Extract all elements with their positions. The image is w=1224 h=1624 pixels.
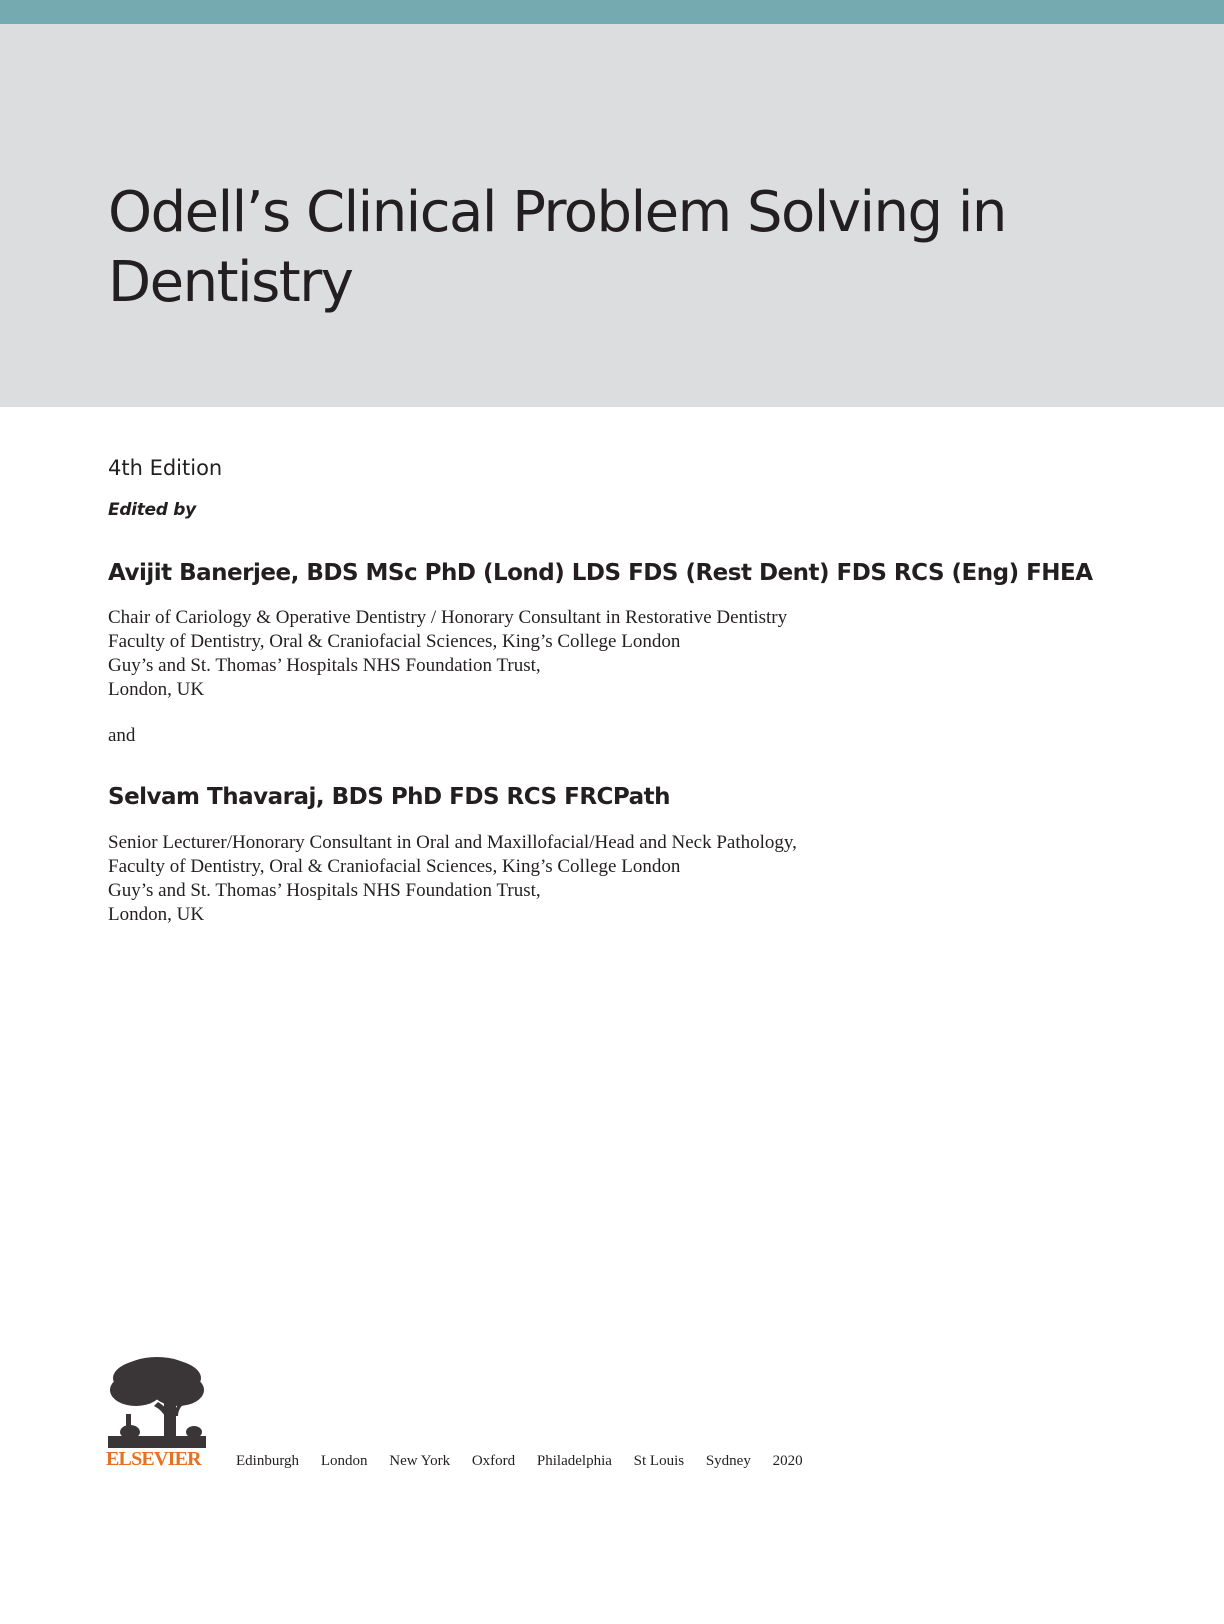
book-title-line-1: Odell’s Clinical Problem Solving in — [108, 180, 1006, 245]
imprint-city: Edinburgh — [236, 1453, 300, 1469]
conjunction-text: and — [108, 725, 136, 746]
edited-by-label: Edited by — [108, 500, 196, 520]
top-color-band — [0, 0, 1224, 24]
editor-1-affiliation-line: Chair of Cariology & Operative Dentistry / Honorary Consultant in Restorative Dentistry — [108, 607, 788, 628]
imprint-year: 2020 — [772, 1453, 803, 1469]
editor-1-affiliation — [108, 606, 787, 702]
imprint-city: Sydney — [705, 1453, 751, 1469]
imprint-city: Oxford — [471, 1453, 516, 1469]
imprint-city: Philadelphia — [536, 1453, 612, 1469]
edition-label: 4th Edition — [108, 456, 223, 480]
imprint-city: London — [320, 1453, 368, 1469]
editor-2-affiliation-line: Faculty of Dentistry, Oral & Craniofacial Sciences, King’s College London — [108, 856, 681, 877]
tree-illustration — [108, 1356, 206, 1448]
editor-1-affiliation-line: Faculty of Dentistry, Oral & Craniofacial Sciences, King’s College London — [108, 631, 681, 652]
publisher-name: ELSEVIER — [106, 1448, 201, 1470]
imprint-city: New York — [389, 1453, 451, 1469]
book-title — [108, 178, 1168, 318]
editor-2-name: Selvam Thavaraj, BDS PhD FDS RCS FRCPath — [108, 784, 671, 810]
editor-2-affiliation-line: London, UK — [108, 904, 205, 925]
editor-1-affiliation-line: London, UK — [108, 679, 205, 700]
editor-2-affiliation — [108, 831, 797, 927]
editor-2-affiliation-line: Guy’s and St. Thomas’ Hospitals NHS Foundation Trust, — [108, 880, 541, 901]
imprint-line — [236, 1451, 803, 1471]
imprint-city: St Louis — [633, 1453, 685, 1469]
book-title-line-2: Dentistry — [108, 250, 353, 315]
editor-1-affiliation-line: Guy’s and St. Thomas’ Hospitals NHS Foundation Trust, — [108, 655, 541, 676]
editor-1-name: Avijit Banerjee, BDS MSc PhD (Lond) LDS FDS (Rest Dent) FDS RCS (Eng) FHEA — [108, 560, 1093, 586]
editor-2-affiliation-line: Senior Lecturer/Honorary Consultant in Oral and Maxillofacial/Head and Neck Pathology, — [108, 832, 797, 853]
